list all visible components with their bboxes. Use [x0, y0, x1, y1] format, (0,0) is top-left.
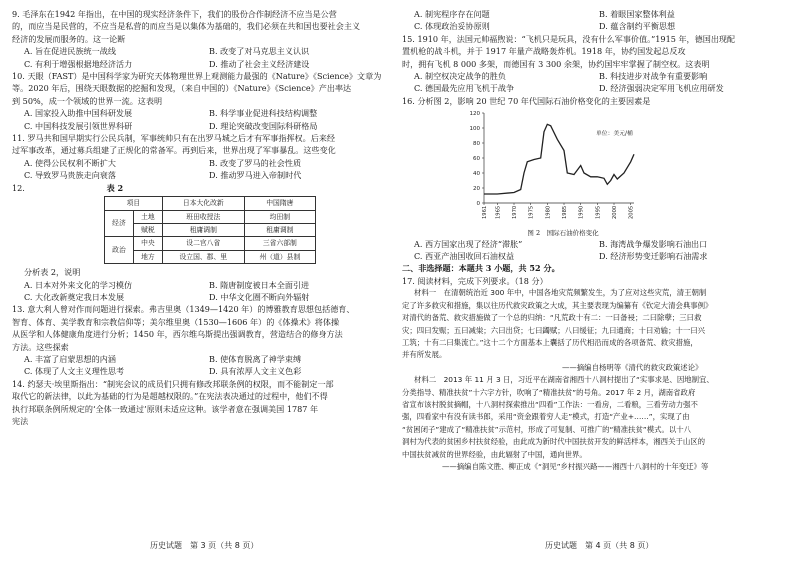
option-b[interactable]: B. 改变了罗马的社会性质 [209, 157, 302, 168]
q15-options-row [402, 82, 784, 94]
y-tick-label: 40 [473, 171, 480, 178]
option-c[interactable]: C. 德国最先应用飞机于战争 [414, 83, 515, 94]
option-d[interactable]: D. 具有浓厚人文主义色彩 [209, 366, 302, 377]
table-row [105, 223, 316, 236]
q9-line: 的，而应当是民营的，不应当是私营的而应当是以集体为基础的，我们必须在共和国也要社会主义 [12, 21, 361, 32]
page-4 [402, 8, 784, 473]
oil-price-chart [402, 107, 784, 225]
option-b[interactable]: B. 着眼国家整体利益 [599, 9, 675, 19]
material-line: 并有所发展。 [402, 350, 447, 360]
q15-line: 时，拥有飞机 8 000 多架，而德国有 3 300 余架，协约国牢牢掌握了制空权。这表明 [402, 58, 710, 69]
q10-options-row [12, 107, 394, 119]
comparison-table [104, 196, 316, 264]
q12-number [12, 182, 394, 194]
chart-caption: 图 2 国际石油价格变化 [527, 228, 599, 237]
question-12 [12, 182, 394, 304]
option-a[interactable]: A. 国家投入助推中国科研发展 [24, 108, 133, 119]
question-10 [12, 70, 394, 132]
q17-stem: 17. 阅读材料，完成下列要求。（18 分） [402, 275, 548, 286]
x-tick-label: 2005 [628, 206, 635, 220]
x-tick-label: 1975 [528, 206, 535, 220]
table-cell: 土地 [133, 210, 162, 223]
q9-line: 经济的发展而服务的。这一论断 [12, 33, 126, 44]
x-tick-label: 1995 [595, 206, 602, 220]
table-cell: 中央 [133, 237, 162, 250]
q10-line: 10. 天眼（FAST）是中国科学家为研究天体物理世界上观测能力最强的《Nature》《Science》文章为 [12, 71, 382, 82]
table-cell: 班田收授法 [162, 210, 244, 223]
page-footer-left: 历史试题 第 3 页（共 8 页） [150, 541, 259, 550]
material-1 [402, 287, 784, 374]
q16-stem: 16. 分析图 2，影响 20 世纪 70 年代国际石油价格变化的主要因素是 [402, 95, 651, 106]
option-c[interactable]: C. 体现政治妥协原则 [414, 21, 490, 32]
q11-line: 过军事改革，通过募兵组建了正规化的常备军。再到后来，世界出现了军事暴乱。这些变化 [12, 145, 336, 156]
y-unit-label: 单位：美元/桶 [596, 131, 633, 138]
option-c[interactable]: C. 中国科技发展引领世界科研 [24, 120, 133, 131]
q13-line: 方法。这些探索 [12, 341, 69, 352]
option-d[interactable]: D. 推动了社会主义经济建设 [209, 58, 310, 69]
table-cell: 设立国、郡、里 [162, 250, 244, 263]
material-2 [402, 374, 784, 473]
x-tick-label: 1990 [578, 206, 585, 220]
material-line: 灾；四曰发赈；五曰减粜；六曰出贷；七曰蠲赋；八曰缓征；九曰通商；十曰劝输；十一曰兴 [402, 325, 706, 335]
y-tick-label: 80 [473, 141, 480, 148]
material-line: 材料一 在清朝统治近 300 年中，中国各地灾荒频繁发生，为了应对这些灾荒，清王朝制 [414, 288, 707, 298]
option-d[interactable]: D. 理论突破改变国际科研格局 [209, 120, 318, 131]
q9-options-row [12, 58, 394, 70]
q9-line: 9. 毛泽东在1942 年指出，在中国的现实经济条件下，我们的股份合作制经济不应当是公营 [12, 9, 337, 19]
option-c[interactable]: C. 有利于增强根据地经济活力 [24, 58, 133, 69]
option-d[interactable]: D. 蕴含制约平衡思想 [599, 21, 676, 32]
y-tick-label: 100 [469, 126, 480, 133]
table-row [105, 250, 316, 263]
material-line: 洞村为代表的贫困乡村扶贫经验，由此成为新时代中国扶贫开发的鲜活样本，湘西关于山区的 [402, 437, 706, 447]
q13-line: 13. 意大利人曾对作而问题进行探索。弗吉里奥（1349—1420 年）的博雅教育思想包括德育、 [12, 304, 355, 315]
option-b[interactable]: B. 科技进步对战争有重要影响 [599, 71, 708, 82]
q12-options-row [12, 291, 394, 303]
x-tick-label: 1961 [482, 206, 488, 220]
q12-number-text: 12. [12, 182, 25, 193]
q10-options-row [12, 120, 394, 132]
material-line: 省宣布该村脱贫摘帽，十八洞村探索推出“四看”工作法：一看房，二看粮，三看劳动力强不 [402, 399, 698, 409]
material-line: 定了许多救灾和措施，集以往历代救灾政策之大成，其主要表现为编纂有《钦定大清会典事例》 [402, 300, 713, 310]
question-13 [12, 303, 394, 377]
section-heading: 二、非选择题：本题共 3 小题，共 52 分。 [402, 263, 560, 274]
option-d[interactable]: D. 经济强弱决定军用飞机应用研发 [599, 83, 724, 94]
material-line: 材料二 2013 年 11 月 3 日，习近平在湖南省湘西十八洞村提出了“实事求是、因地制宜、 [414, 375, 714, 385]
q11-options-row [12, 169, 394, 181]
option-b[interactable]: B. 使体育脱离了神学束缚 [209, 353, 302, 364]
q14-line: 宪法 [12, 416, 29, 426]
material-source: ——摘编自杨明等《清代的救灾政策述论》 [562, 362, 703, 372]
table-cell: 均田制 [244, 210, 315, 223]
q13-options-row [12, 365, 394, 377]
table-cell: 中国隋唐 [244, 197, 315, 210]
question-16 [402, 95, 784, 263]
q12-options-row [12, 279, 394, 291]
table-cell: 设二官八省 [162, 237, 244, 250]
q11-options-row [12, 157, 394, 169]
table-cell: 租庸调制 [162, 223, 244, 236]
q14-line: 执行邦联条例所规定的‘全体一致通过’原则未适应这种。该学者意在强调美国 1787 年 [12, 403, 319, 414]
question-9 [12, 8, 394, 70]
material-line: 强，四看家中有没有读书郎，采用“资金跟着穷人走”模式，打造“产业+……”，实现了由 [402, 412, 690, 422]
table-cell: 地方 [133, 250, 162, 263]
q14-options-row [402, 8, 784, 20]
table-cell: 项目 [105, 197, 163, 210]
table-cell: 赋税 [133, 223, 162, 236]
option-c[interactable]: C. 体现了人文主义理性思考 [24, 366, 125, 377]
q12-stem: 分析表 2，说明 [24, 267, 81, 278]
material-source: ——摘编自陈文胜、柳正成《“洞见”乡村振兴路——湘西十八洞村的十年变迁》等 [442, 461, 709, 471]
x-tick-label: 1980 [545, 206, 552, 220]
material-line: 工筑；十有二曰集流亡。”这十二个方面基本上囊括了历代相沿而成的各项备荒、救灾措施， [402, 337, 698, 347]
option-a[interactable]: A. 日本对外来文化的学习模仿 [24, 279, 133, 290]
option-c[interactable]: C. 导致罗马贵族走向衰落 [24, 170, 116, 181]
page-footer-right: 历史试题 第 4 页（共 8 页） [545, 541, 654, 550]
table-row [105, 210, 316, 223]
table-header-row [105, 197, 316, 210]
table-title: 表 2 [106, 182, 124, 193]
table-cell: 州（道）县制 [244, 250, 315, 263]
option-d[interactable]: D. 中华文化圈不断向外辐射 [209, 291, 310, 302]
x-tick-label: 1965 [495, 206, 502, 220]
question-11 [12, 132, 394, 182]
option-a[interactable]: A. 丰富了启蒙思想的内涵 [24, 353, 116, 364]
q15-options-row [402, 70, 784, 82]
table-cell: 三省六部制 [244, 237, 315, 250]
y-tick-label: 60 [473, 156, 480, 163]
option-b[interactable]: B. 隋唐制度被日本全面引进 [209, 279, 310, 290]
y-tick-label: 120 [469, 111, 480, 118]
option-a[interactable]: A. 制空权决定战争的胜负 [414, 71, 506, 82]
q15-line: 置机枪的战斗机，并于 1917 年量产战略轰炸机。1918 年，协约国发起总反攻 [402, 46, 686, 57]
q16-options-row [402, 250, 784, 262]
table-cell: 租庸调制 [244, 223, 315, 236]
q13-options-row [12, 353, 394, 365]
option-a[interactable]: A. 旨在促进民族统一战线 [24, 46, 116, 57]
option-b[interactable]: B. 科学事业促进科技结构调整 [209, 108, 318, 119]
option-d[interactable]: D. 经济形势变迁影响石油需求 [599, 251, 708, 262]
q11-line: 11. 罗马共和国早期实行公民兵制，军事统帅只有在出罗马城之后才有军事指挥权。后来经 [12, 133, 336, 144]
q14-line: 取代它的新法律，以此为基础的行为是超越权限的。”在宪法表决通过的过程中，他们不得 [12, 391, 328, 402]
q13-line: 从医学和人体健康角度进行分析；1450 年，西尔维乌斯提出强调教育，营造结合的修身方法 [12, 329, 343, 340]
material-line: “贫困闭子”建成了“精准扶贫”示范村，形成了可复制、可推广的“精准扶贫”模式。以十八 [402, 424, 692, 434]
q10-line: 等。2020 年后，围绕天眼数据的挖掘和发现，（来自中国的）《Nature》《Science》产出率达 [12, 83, 352, 94]
material-line: 分类指导、精准扶贫”十六字方针，吹响了“精准扶贫”的号角。2017 年 2 月，湖南省政府 [402, 387, 696, 397]
page-3 [12, 8, 394, 427]
table-cell: 经济 [105, 210, 134, 237]
q15-line: 15. 1910 年，法国元帅福煦说：“飞机只是玩具，没有什么军事价值。”1915 年，德国出现配 [402, 33, 736, 44]
y-tick-label: 0 [476, 201, 480, 208]
x-tick-label: 1985 [562, 206, 568, 220]
option-b[interactable]: B. 改变了对马克思主义认识 [209, 46, 310, 57]
q9-options-row [12, 45, 394, 57]
table-cell: 日本大化改新 [162, 197, 244, 210]
q14-line: 14. 约瑟夫·埃里斯指出：“制宪会议的成员们只拥有修改邦联条例的权限，而不能制定一部 [12, 378, 334, 389]
material-line: 中国扶贫减贫的世界经验，由此辐射了中国，通向世界。 [402, 449, 587, 459]
x-tick-label: 1970 [512, 206, 518, 220]
question-15 [402, 33, 784, 95]
q13-line: 智育、体育、美学教育和宗教信仰等；美尔维里奥（1530—1606 年）的《体操术》将体操 [12, 316, 340, 327]
material-line: 对清代的备荒、救灾措施做了一个总的归纳：“凡荒政十有二：一曰备祲；二曰除孽；三曰救 [402, 313, 702, 323]
option-d[interactable]: D. 推动罗马进入帝制时代 [209, 170, 302, 181]
table-cell: 政治 [105, 237, 134, 264]
question-14 [12, 378, 394, 428]
q10-line: 到 50%，成一个领域的世界一流。这表明 [12, 95, 163, 106]
option-c[interactable]: C. 西亚产油国收回石油权益 [414, 251, 515, 262]
option-c[interactable]: C. 大化改新奠定我日本发展 [24, 291, 125, 302]
q14-options-row [402, 20, 784, 32]
table-row [105, 237, 316, 250]
option-a[interactable]: A. 制宪程序存在问题 [414, 9, 490, 19]
option-a[interactable]: A. 使得公民权利不断扩大 [24, 157, 116, 168]
y-tick-label: 20 [473, 186, 480, 193]
x-tick-label: 2000 [612, 206, 618, 220]
option-a[interactable]: A. 西方国家出现了经济“滞胀” [414, 238, 523, 249]
q16-options-row [402, 238, 784, 250]
option-b[interactable]: B. 海湾战争爆发影响石油出口 [599, 238, 708, 249]
